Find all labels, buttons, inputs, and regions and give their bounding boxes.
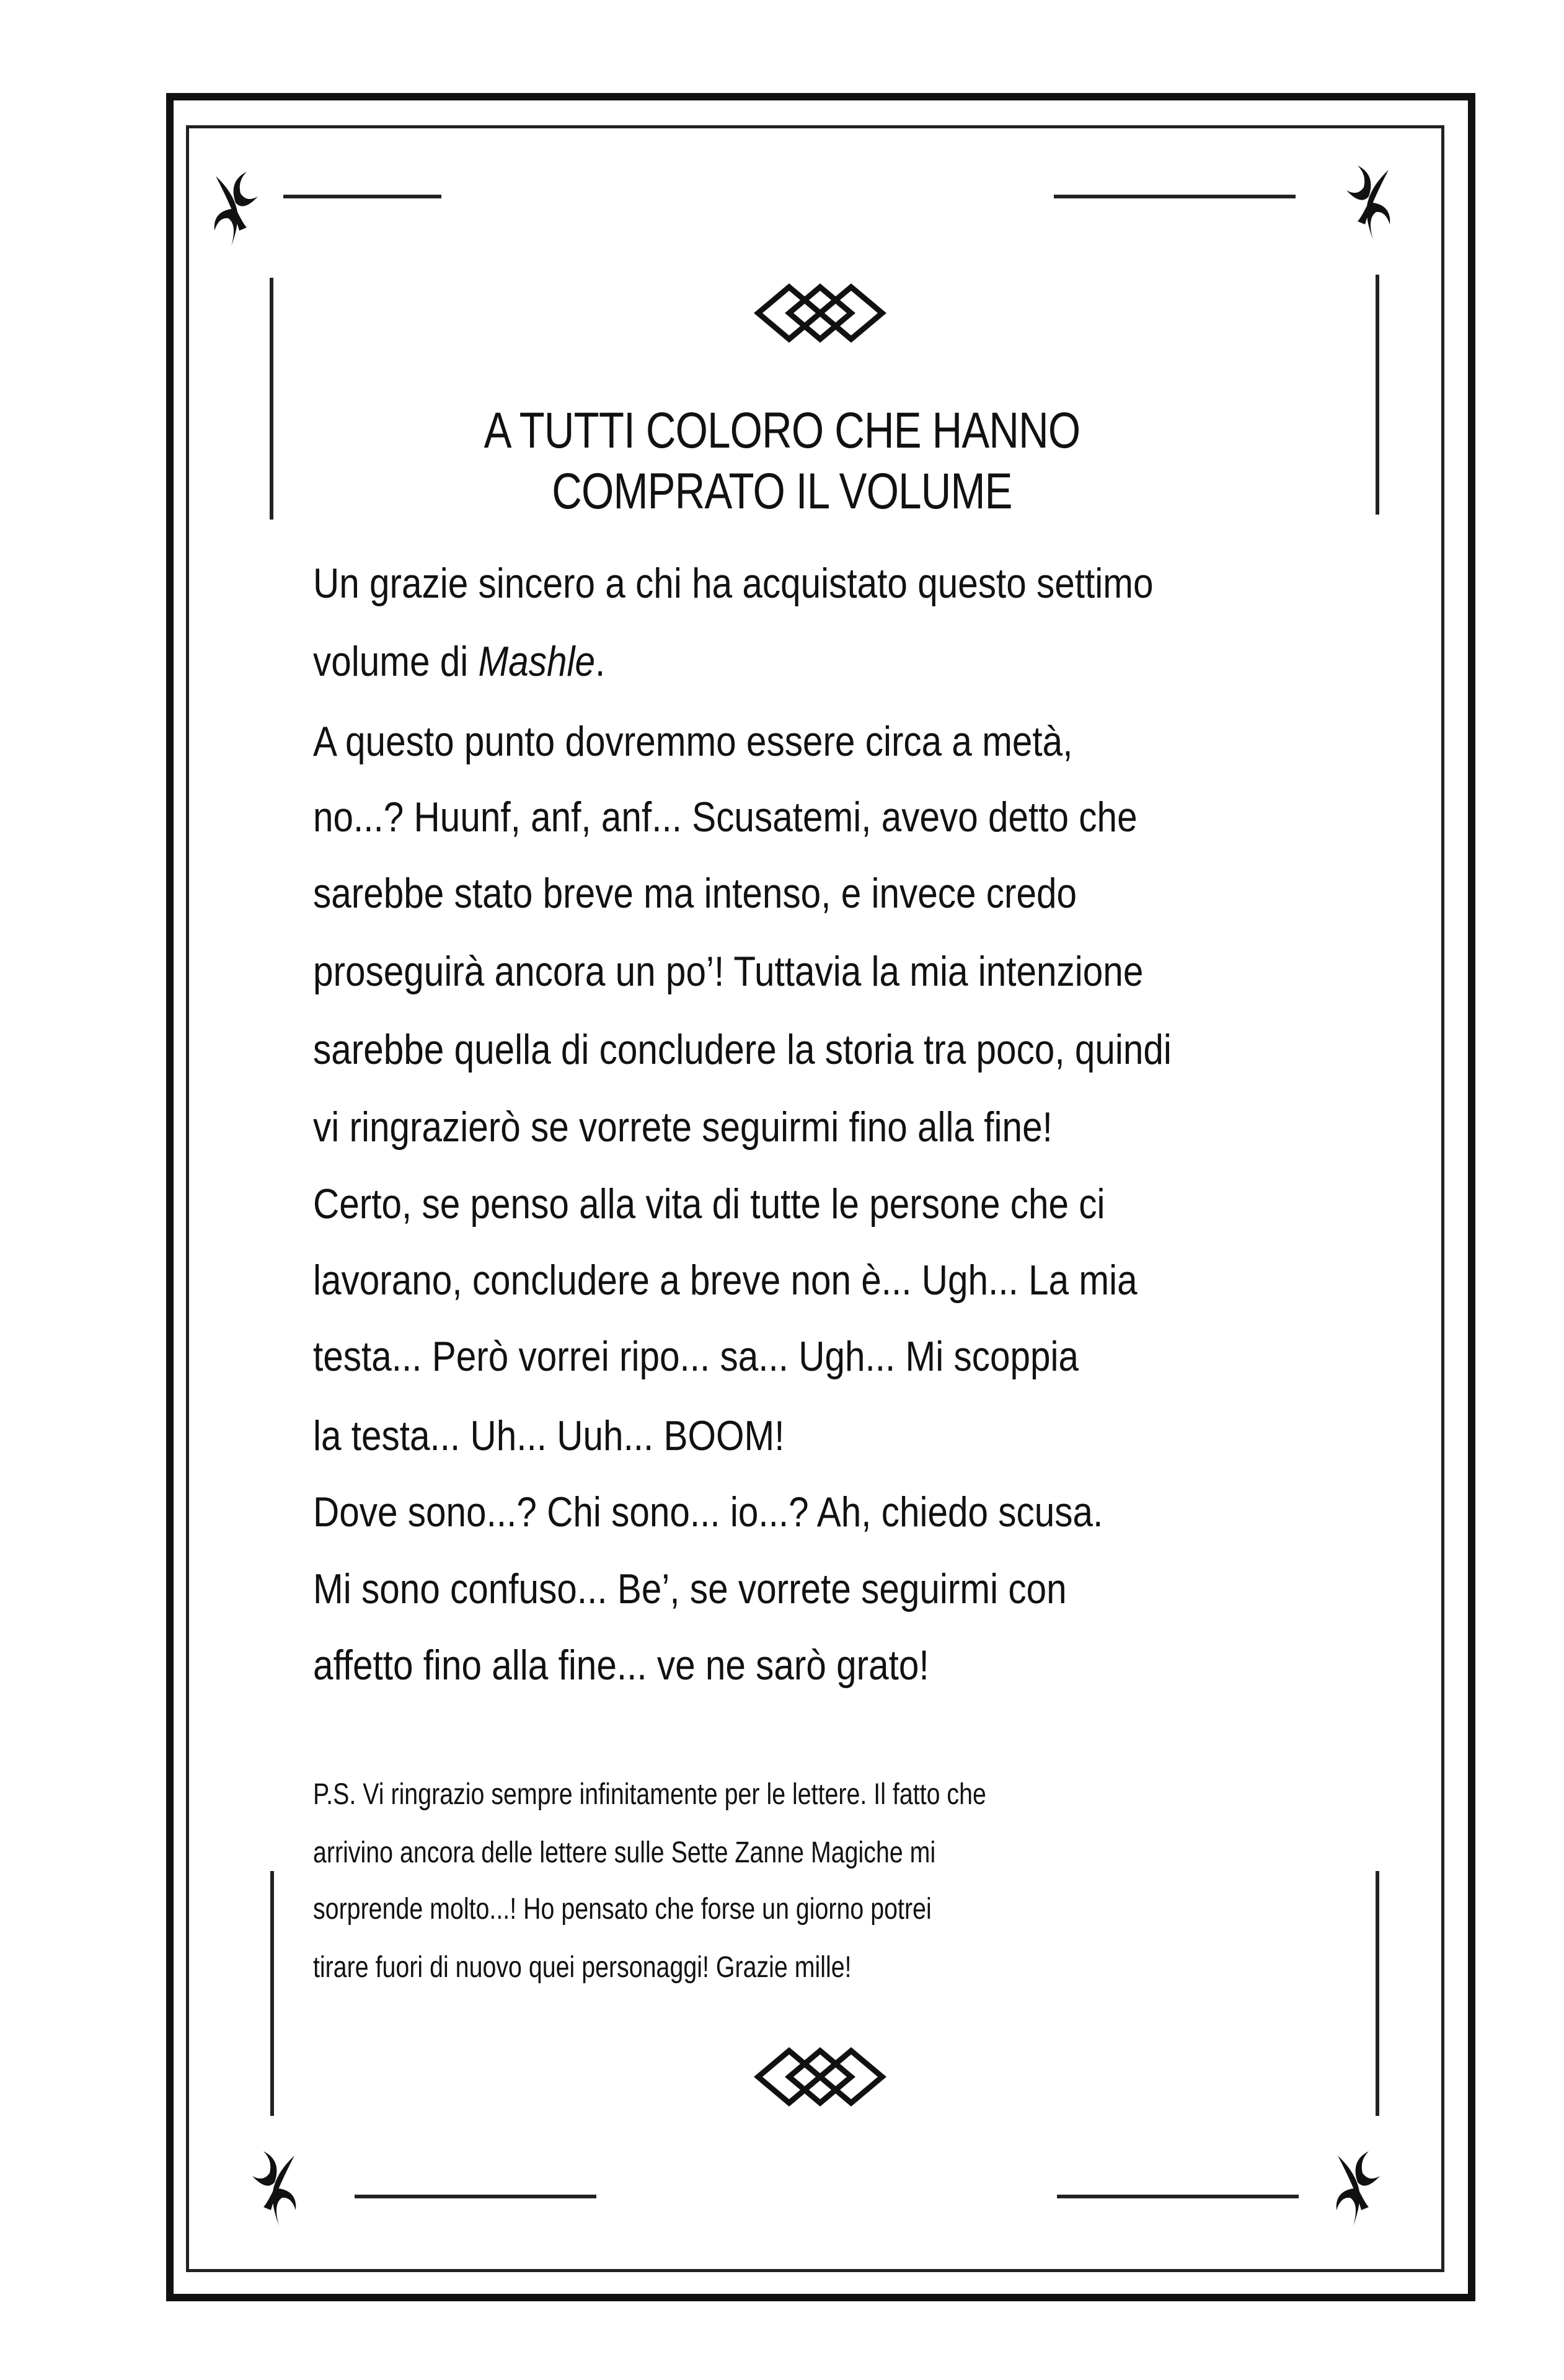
body-text: . [595, 638, 606, 685]
ps-line: sorprende molto...! Ho pensato che forse un giorno potrei [313, 1893, 932, 1926]
ps-line: arrivino ancora delle lettere sulle Sette Zanne Magiche mi [313, 1836, 936, 1869]
fleur-ornament-icon [1339, 162, 1395, 243]
fleur-ornament-icon [245, 2148, 301, 2229]
body-line: la testa... Uh... Uuh... BOOM! [313, 1412, 785, 1459]
divider [283, 195, 441, 198]
body-line: sarebbe stato breve ma intenso, e invece credo [313, 870, 1077, 917]
body-line: proseguirà ancora un po’! Tuttavia la mia intenzione [313, 948, 1144, 995]
fleur-ornament-icon [210, 169, 265, 249]
body-line: testa... Però vorrei ripo... sa... Ugh... Mi scoppia [313, 1333, 1079, 1380]
body-line: no...? Huunf, anf, anf... Scusatemi, avevo detto che [313, 794, 1138, 841]
body-line: affetto fino alla fine... ve ne sarò grato! [313, 1642, 929, 1689]
body-line: Dove sono...? Chi sono... io...? Ah, chiedo scusa. [313, 1489, 1103, 1536]
fleur-ornament-icon [1332, 2148, 1387, 2229]
body-line: sarebbe quella di concludere la storia tra poco, quindi [313, 1026, 1172, 1073]
body-line: Mi sono confuso... Be’, se vorrete seguirmi con [313, 1565, 1067, 1612]
body-text: volume di [313, 638, 479, 685]
divider [355, 2195, 596, 2198]
heading-line-1: A TUTTI COLORO CHE HANNO [484, 402, 1080, 459]
body-line: vi ringrazierò se vorrete seguirmi fino alla fine! [313, 1104, 1053, 1151]
body-line [313, 640, 605, 683]
divider [1054, 195, 1296, 198]
divider [1376, 1871, 1379, 2116]
heading-line-2: COMPRATO IL VOLUME [552, 463, 1012, 520]
body-line: lavorano, concludere a breve non è... Ugh... La mia [313, 1257, 1138, 1304]
body-line: Un grazie sincero a chi ha acquistato questo settimo [313, 560, 1154, 607]
body-line: Certo, se penso alla vita di tutte le persone che ci [313, 1180, 1105, 1228]
divider [1057, 2195, 1299, 2198]
divider [270, 1871, 274, 2116]
body-line: A questo punto dovremmo essere circa a metà, [313, 718, 1073, 765]
ps-line: tirare fuori di nuovo quei personaggi! Grazie mille! [313, 1951, 852, 1984]
ps-line: P.S. Vi ringrazio sempre infinitamente per le lettere. Il fatto che [313, 1778, 986, 1811]
manga-title: Mashle [478, 638, 596, 685]
diamond-ornament-icon [752, 282, 888, 344]
diamond-ornament-icon [752, 2046, 888, 2108]
